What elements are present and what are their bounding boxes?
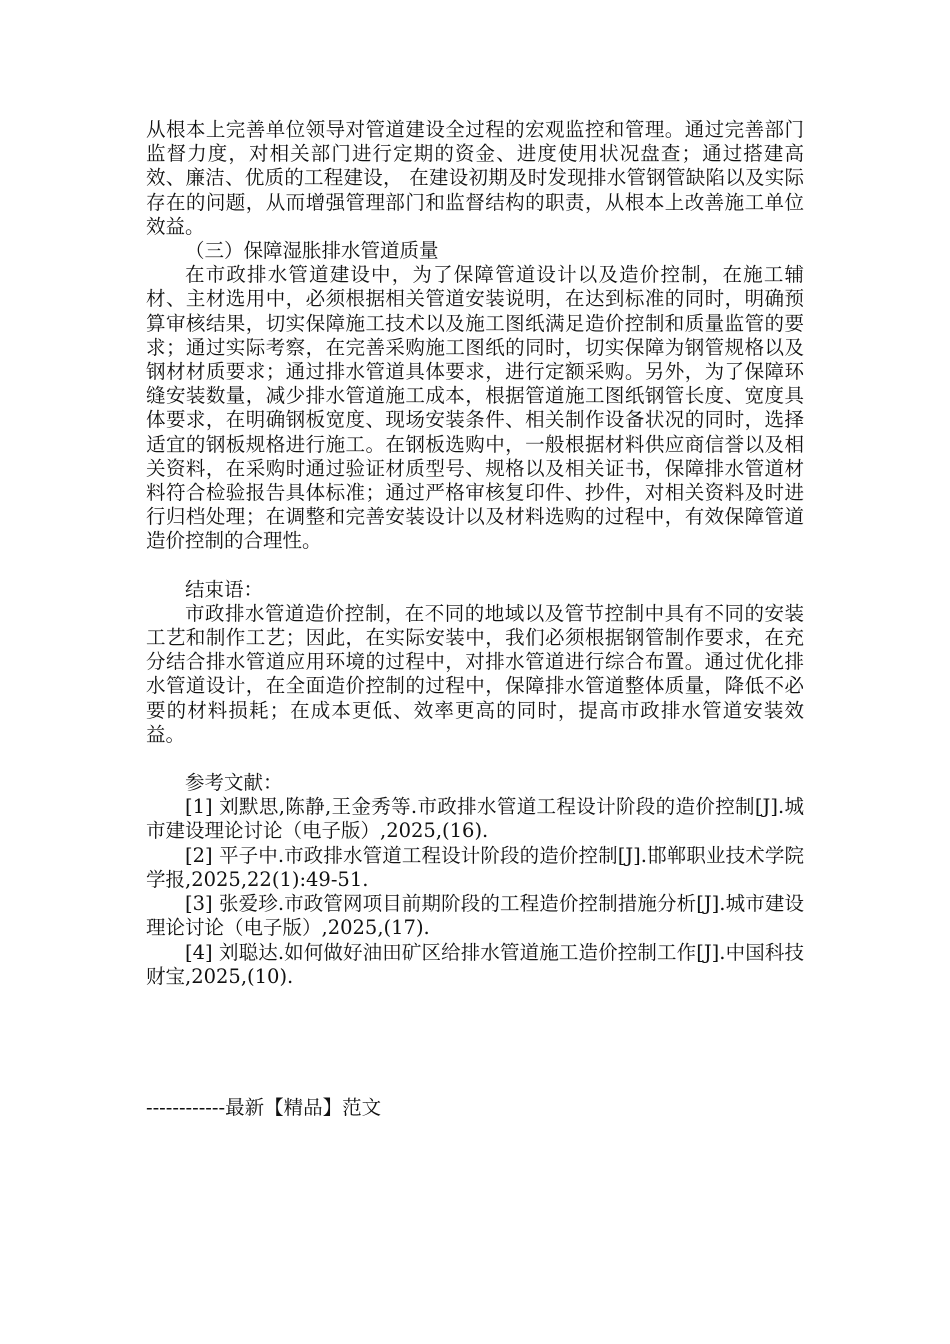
paragraph-2: 在市政排水管道建设中，为了保障管道设计以及造价控制，在施工辅材、主材选用中，必须根据相关管道安装说明，在达到标准的同时，明确预算审核结果，切实保障施工技术以及施工图纸满足造价控制和质量监管的要求；通过实际考察，在完善采购施工图纸的同时，切实保障为钢管规格以及钢材材质要求；通过排水管道具体要求，进行定额采购。另外，为了保障环缝安装数量，减少排水管道施工成本，根据管道施工图纸钢管长度、宽度具体要求，在明确钢板宽度、现场安装条件、相关制作设备状况的同时，选择适宜的钢板规格进行施工。在钢板选购中，一般根据材料供应商信誉以及相关资料，在采购时通过验证材质型号、规格以及相关证书，保障排水管道材料符合检验报告具体标准；通过严格审核复印件、抄件，对相关资料及时进行归档处理；在调整和完善安装设计以及材料选购的过程中，有效保障管道造价控制的合理性。 — [146, 263, 804, 553]
conclusion-heading: 结束语： — [185, 577, 264, 601]
section-heading: （三）保障湿胀排水管道质量 — [185, 239, 439, 263]
document-body — [146, 118, 804, 989]
reference-item: [4] 刘聪达.如何做好油田矿区给排水管道施工造价控制工作[J].中国科技财宝,2025,(10). — [146, 940, 804, 988]
reference-item: [3] 张爱珍.市政管网项目前期阶段的工程造价控制措施分析[J].城市建设理论讨论（电子版）,2025,(17). — [146, 892, 804, 940]
references-heading: 参考文献： — [185, 771, 283, 795]
footer-text: ------------最新【精品】范文 — [146, 1096, 382, 1119]
paragraph-1: 从根本上完善单位领导对管道建设全过程的宏观监控和管理。通过完善部门监督力度，对相关部门进行定期的资金、进度使用状况盘查；通过搭建高效、廉洁、优质的工程建设， 在建设初期及时发现排水管钢管缺陷以及实际存在的问题，从而增强管理部门和监督结构的职责，从根本上改善施工单位效益。 — [146, 118, 804, 238]
conclusion-text: 市政排水管道造价控制，在不同的地域以及管节控制中具有不同的安装工艺和制作工艺；因此，在实际安装中，我们必须根据钢管制作要求，在充分结合排水管道应用环境的过程中，对排水管道进行综合布置。通过优化排水管道设计，在全面造价控制的过程中，保障排水管道整体质量，降低不必要的材料损耗；在成本更低、效率更高的同时，提高市政排水管道安装效益。 — [146, 601, 804, 746]
reference-item: [1] 刘默思,陈静,王金秀等.市政排水管道工程设计阶段的造价控制[J].城市建设理论讨论（电子版）,2025,(16). — [146, 795, 804, 843]
spacer — [146, 554, 804, 578]
spacer — [146, 747, 804, 771]
reference-item: [2] 平子中.市政排水管道工程设计阶段的造价控制[J].邯郸职业技术学院学报,2025,22(1):49-51. — [146, 843, 804, 891]
